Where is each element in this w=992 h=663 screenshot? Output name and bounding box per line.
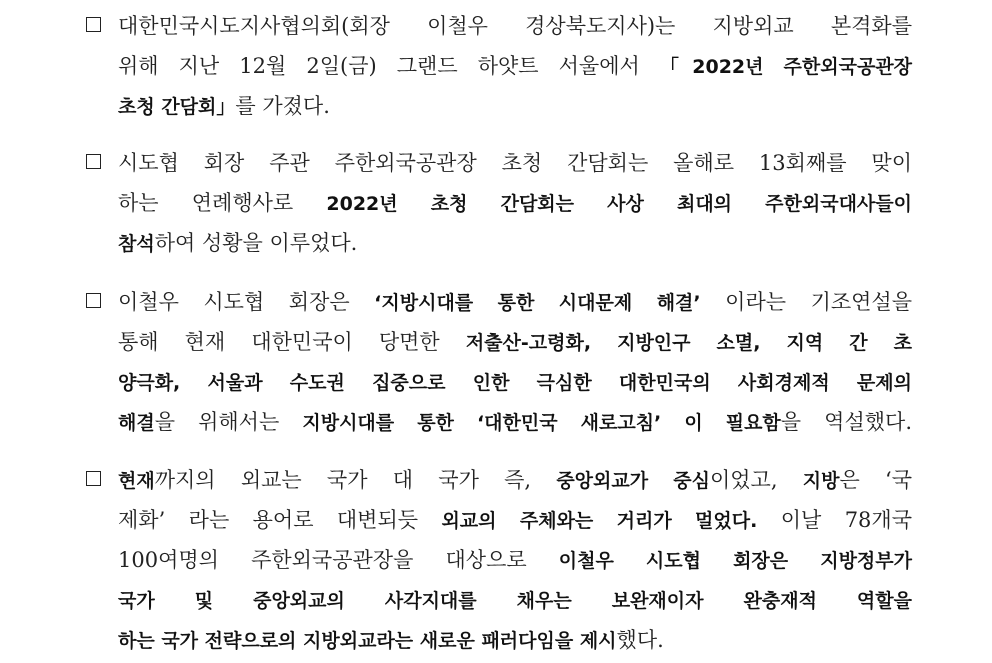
bold-text-run: 중앙외교가 중심	[556, 470, 710, 492]
paragraph-line	[118, 225, 357, 261]
bold-text-run: 「2022년 주한외국공관장	[659, 56, 913, 78]
text-run: 까지의 외교는 국가 대 국가 즉,	[154, 468, 557, 492]
checkbox-square-icon	[86, 293, 101, 308]
bold-text-run: 양극화, 서울과 수도권 집중으로 인한 극심한 대한민국의 사회경제적 문제의	[118, 372, 912, 394]
text-run: 했다.	[616, 628, 664, 652]
paragraph-line	[118, 145, 912, 181]
bold-text-run: 현재	[118, 470, 155, 492]
paragraph-line	[118, 462, 912, 498]
paragraph-line	[118, 364, 912, 400]
text-run: 하는 연례행사로	[118, 191, 327, 215]
text-run: 하여 성황을 이루었다.	[154, 231, 358, 255]
text-run: 이철우 시도협 회장은	[118, 290, 375, 314]
checkbox-square-icon	[86, 17, 101, 32]
text-run: 위해 지난 12월 2일(금) 그랜드 하얏트 서울에서	[118, 54, 660, 78]
checkbox-square-icon	[86, 471, 101, 486]
text-run: 이날 78개국	[757, 508, 912, 532]
bold-text-run: 저출산-고령화, 지방인구 소멸, 지역 간 초	[465, 332, 912, 354]
paragraph-line	[118, 185, 912, 221]
text-run: 이었고,	[709, 468, 803, 492]
paragraph-line	[118, 404, 912, 440]
bold-text-run: 국가 및 중앙외교의 사각지대를 채우는 보완재이자 완충재적 역할을	[118, 590, 912, 612]
paragraph-line	[118, 582, 912, 618]
text-run: 제화’ 라는 용어로 대변되듯	[118, 508, 442, 532]
bold-text-run: 지방	[802, 470, 840, 492]
bold-text-run: 하는 국가 전략으로의 지방외교라는 새로운 패러다임을 제시	[118, 630, 617, 652]
text-run: 이라는 기조연설을	[700, 290, 912, 314]
bold-text-run: 이철우 시도협 회장은 지방정부가	[558, 550, 912, 572]
bold-text-run: 참석	[118, 233, 155, 255]
paragraph-line	[118, 8, 912, 44]
bold-text-run: 초청 간담회」	[118, 96, 236, 118]
text-run: 시도협 회장 주관 주한외국공관장 초청 간담회는 올해로 13회째를 맞이	[118, 151, 912, 175]
bold-text-run: ‘지방시대를 통한 시대문제 해결’	[374, 292, 701, 314]
paragraph-line	[118, 48, 912, 84]
paragraph-line	[118, 502, 912, 538]
text-run: 통해 현재 대한민국이 당면한	[118, 330, 466, 354]
bold-text-run: 해결	[118, 412, 155, 434]
checkbox-square-icon	[86, 154, 101, 169]
bold-text-run: 2022년 초청 간담회는 사상 최대의 주한외국대사들이	[326, 193, 912, 215]
text-run: 을 위해서는	[154, 410, 303, 434]
paragraph-line	[118, 284, 912, 320]
text-run: 을 역설했다.	[780, 410, 912, 434]
bold-text-run: 외교의 주체와는 거리가 멀었다.	[441, 510, 758, 532]
paragraph-line	[118, 542, 912, 578]
bold-text-run: 지방시대를 통한 ‘대한민국 새로고침’ 이 필요함	[302, 412, 781, 434]
text-run: 은 ‘국	[839, 468, 912, 492]
text-run: 100여명의 주한외국공관장을 대상으로	[118, 548, 559, 572]
paragraph-line	[118, 622, 664, 658]
text-run: 대한민국시도지사협의회(회장 이철우 경상북도지사)는 지방외교 본격화를	[118, 14, 912, 38]
text-run: 를 가졌다.	[235, 94, 330, 118]
paragraph-line	[118, 324, 912, 360]
paragraph-line	[118, 88, 330, 124]
